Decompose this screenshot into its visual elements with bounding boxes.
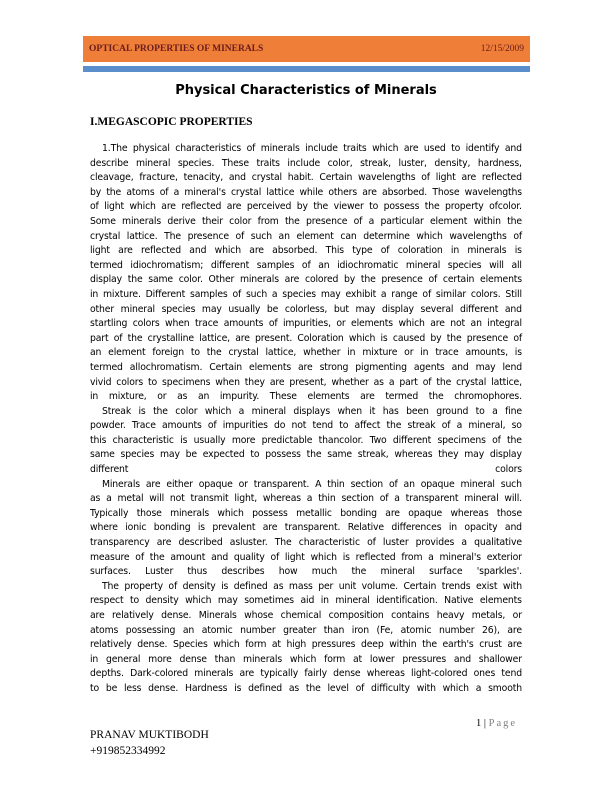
body-line: to be less dense. Hardness is defined as the level of difficulty with which a smooth bbox=[90, 682, 522, 694]
document-title: Physical Characteristics of Minerals bbox=[175, 83, 437, 98]
body-line: surfaces. Luster thus describes how much the mineral surface 'sparkles'. bbox=[90, 566, 522, 578]
body-line: measure of the amount and quality of light which is reflected from a mineral's exterior bbox=[90, 551, 522, 563]
body-line: part of the crystalline lattice, are present. Coloration which is caused by the presence of bbox=[90, 332, 522, 344]
body-line: light are reflected and which are absorbed. This type of coloration in minerals is bbox=[90, 245, 522, 257]
header-accent-band bbox=[83, 66, 530, 72]
body-line: Some minerals derive their color from the presence of a particular element within the bbox=[90, 215, 522, 227]
body-line: same species may be expected to possess the same streak, whereas they may display bbox=[90, 449, 522, 461]
header-title: OPTICAL PROPERTIES OF MINERALS bbox=[89, 44, 264, 54]
body-line: Minerals are either opaque or transparent. A thin section of an opaque mineral such bbox=[102, 478, 522, 490]
body-line: this characteristic is usually more predictable thancolor. Two different specimens of the bbox=[90, 434, 522, 446]
body-line: different colors bbox=[90, 464, 522, 476]
body-line: in mixture, or as an impurity. These elements are termed the chromophores. bbox=[90, 391, 522, 403]
page-number bbox=[476, 718, 517, 729]
body-line: Streak is the color which a mineral displays when it has been ground to a fine bbox=[102, 405, 522, 417]
author-name: PRANAV MUKTIBODH bbox=[90, 729, 209, 741]
body-line: of light which are reflected are perceived by the viewer to possess the property ofcolor. bbox=[90, 201, 522, 213]
body-line: atoms possessing an atomic number greater than iron (Fe, atomic number 26), are bbox=[90, 624, 522, 636]
body-line: relatively dense. Species which form at high pressures deep within the earth's crust are bbox=[90, 639, 522, 651]
body-line: describe mineral species. These traits include color, streak, luster, density, hardness, bbox=[90, 157, 522, 169]
body-line: termed idiochromatism; different samples of an idiochromatic mineral species will all bbox=[90, 259, 522, 271]
body-line: crystal lattice. The presence of such an element can determine which wavelengths of bbox=[90, 230, 522, 242]
header-date: 12/15/2009 bbox=[480, 44, 524, 54]
body-line: The property of density is defined as mass per unit volume. Certain trends exist with bbox=[102, 580, 522, 592]
body-line: where ionic bonding is prevalent are transparent. Relative differences in opacity and bbox=[90, 522, 522, 534]
body-line: Typically those minerals which possess metallic bonding are opaque whereas those bbox=[90, 507, 522, 519]
body-line: depths. Dark-colored minerals are typically fairly dense whereas light-colored ones tend bbox=[90, 668, 522, 680]
body-line: in mixture. Different samples of such a species may exhibit a range of similar colors. Still bbox=[90, 288, 522, 300]
body-line: display the same color. Other minerals are colored by the presence of certain elements bbox=[90, 274, 522, 286]
body-line: cleavage, fracture, tenacity, and crystal habit. Certain wavelengths of light are reflected bbox=[90, 172, 522, 184]
section-heading: I.MEGASCOPIC PROPERTIES bbox=[90, 116, 253, 128]
page-number-value: 1 bbox=[476, 718, 482, 729]
body-line: respect to density which may sometimes aid in mineral identification. Native elements bbox=[90, 595, 522, 607]
body-line: in general more dense than minerals which form at lower pressures and shallower bbox=[90, 653, 522, 665]
body-line: startling colors when trace amounts of impurities, or elements which are not an integral bbox=[90, 318, 522, 330]
page-word: Page bbox=[488, 718, 518, 729]
body-line: by the atoms of a mineral's crystal lattice while others are absorbed. Those wavelengths bbox=[90, 186, 522, 198]
body-line: are relatively dense. Minerals whose chemical composition contains heavy metals, or bbox=[90, 610, 522, 621]
body-text bbox=[90, 142, 522, 697]
body-line: powder. Trace amounts of impurities do not tend to affect the streak of a mineral, so bbox=[90, 420, 522, 432]
body-line: termed allochromatism. Certain elements are strong pigmenting agents and may lend bbox=[90, 361, 522, 373]
page-separator: | bbox=[483, 718, 486, 729]
page-header bbox=[83, 36, 530, 62]
body-line: other mineral species may usually be colorless, but may display several different and bbox=[90, 303, 522, 315]
body-line: 1.The physical characteristics of minerals include traits which are used to identify and bbox=[102, 143, 522, 154]
body-line: an element foreign to the crystal lattice, whether in mixture or in trace amounts, is bbox=[90, 347, 522, 359]
author-phone: +919852334992 bbox=[90, 745, 166, 757]
body-line: vivid colors to specimens when they are present, whether as a part of the crystal lattice, bbox=[90, 376, 522, 388]
body-line: transparency are described asluster. The characteristic of luster provides a qualitative bbox=[90, 537, 522, 549]
body-line: as a metal will not transmit light, whereas a thin section of a transparent mineral will. bbox=[90, 493, 522, 505]
